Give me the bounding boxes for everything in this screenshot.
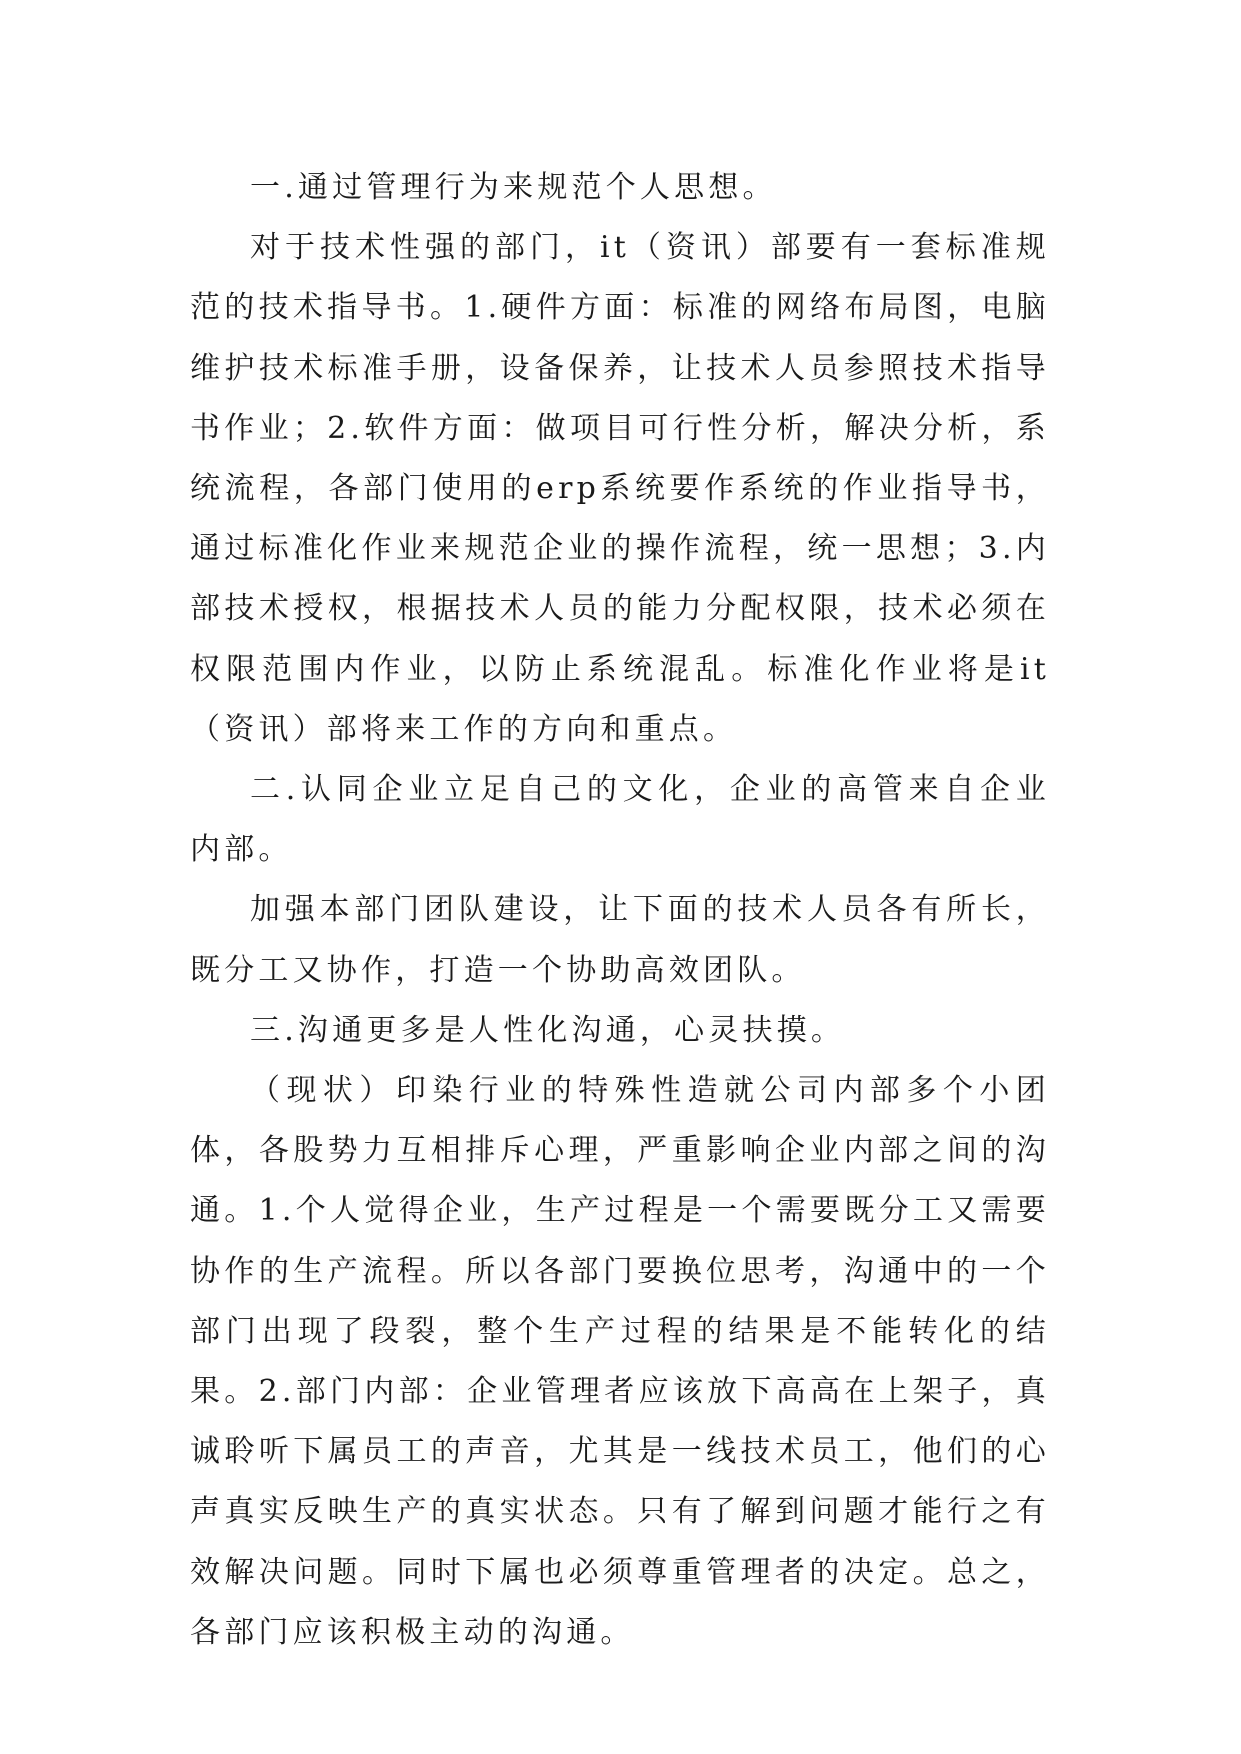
paragraph-tech-standards: 对于技术性强的部门，it（资讯）部要有一套标准规范的技术指导书。1.硬件方面：标准的网络布局图，电脑维护技术标准手册，设备保养，让技术人员参照技术指导书作业；2.软件方面：做项目可行性分析，解决分析，系统流程，各部门使用的erp系统要作系统的作业指导书，通过标准化作业来规范企业的操作流程，统一思想；3.内部技术授权，根据技术人员的能力分配权限，技术必须在权限范围内作业，以防止系统混乱。标准化作业将是it（资讯）部将来工作的方向和重点。: [190, 230, 1050, 747]
paragraph-team-building: 加强本部门团队建设，让下面的技术人员各有所长，既分工又协作，打造一个协助高效团队。: [190, 892, 1050, 988]
heading-two: 二.认同企业立足自己的文化，企业的高管来自企业内部。: [190, 772, 1050, 868]
paragraph-communication: （现状）印染行业的特殊性造就公司内部多个小团体，各股势力互相排斥心理，严重影响企业内部之间的沟通。1.个人觉得企业，生产过程是一个需要既分工又需要协作的生产流程。所以各部门要换位思考，沟通中的一个部门出现了段裂，整个生产过程的结果是不能转化的结果。2.部门内部：企业管理者应该放下高高在上架子，真诚聆听下属员工的声音，尤其是一线技术员工，他们的心声真实反映生产的真实状态。只有了解到问题才能行之有效解决问题。同时下属也必须尊重管理者的决定。总之，各部门应该积极主动的沟通。: [190, 1073, 1050, 1650]
heading-three: 三.沟通更多是人性化沟通，心灵扶摸。: [250, 1012, 846, 1048]
heading-one: 一.通过管理行为来规范个人思想。: [250, 170, 777, 205]
document-body: [190, 158, 1050, 1663]
